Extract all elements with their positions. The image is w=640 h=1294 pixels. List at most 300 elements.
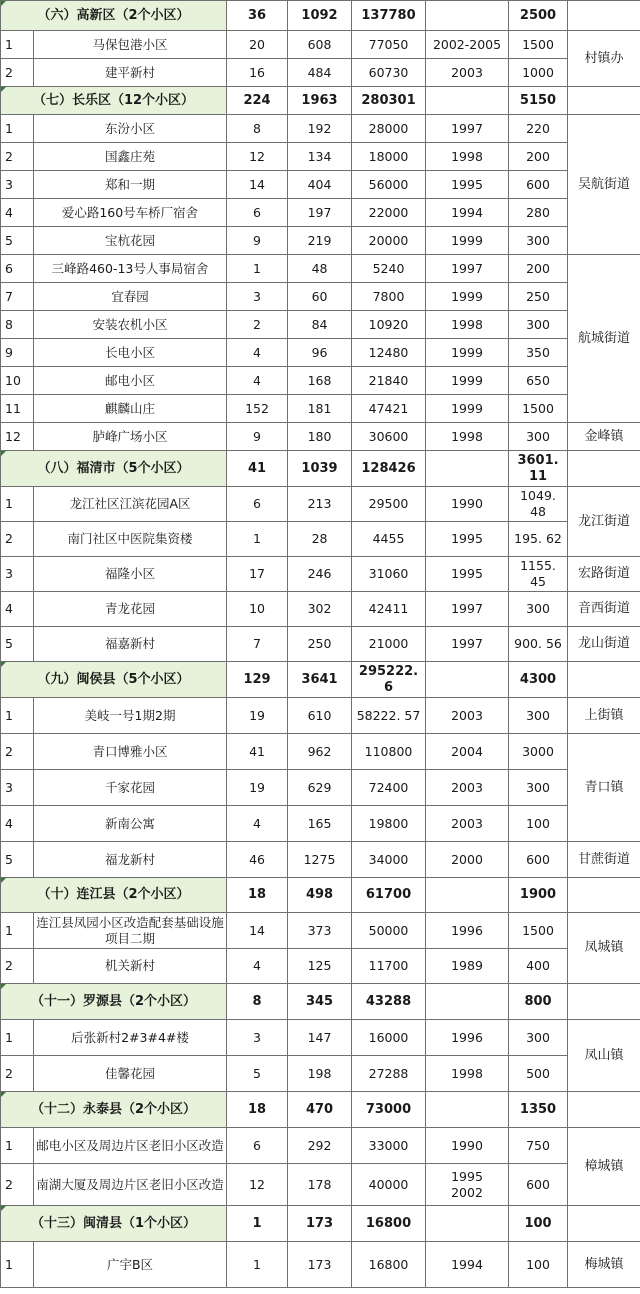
table-row xyxy=(1,806,640,842)
area-cell: 40000 xyxy=(352,1164,426,1206)
section-total-households: 224 xyxy=(227,87,288,115)
street-cell: 航城街道 xyxy=(568,255,640,423)
community-name: 龙江社区江滨花园A区 xyxy=(34,487,227,522)
community-name: 爱心路160号车桥厂宿舍 xyxy=(34,199,227,227)
year-cell: 2003 xyxy=(426,770,509,806)
table-row xyxy=(1,842,640,878)
buildings-cell: 302 xyxy=(288,592,352,627)
area-cell: 47421 xyxy=(352,395,426,423)
table-row xyxy=(1,227,640,255)
table-row xyxy=(1,522,640,557)
row-index: 1 xyxy=(1,1128,34,1164)
budget-cell: 220 xyxy=(509,115,568,143)
year-cell: 1995 xyxy=(426,557,509,592)
street-cell: 甘蔗街道 xyxy=(568,842,640,878)
section-street-blank xyxy=(568,1206,640,1242)
buildings-cell: 48 xyxy=(288,255,352,283)
row-index: 1 xyxy=(1,115,34,143)
buildings-cell: 608 xyxy=(288,31,352,59)
area-cell: 22000 xyxy=(352,199,426,227)
year-cell: 1995 2002 xyxy=(426,1164,509,1206)
community-name: 邮电小区及周边片区老旧小区改造 xyxy=(34,1128,227,1164)
table-row xyxy=(1,557,640,592)
area-cell: 29500 xyxy=(352,487,426,522)
households-cell: 5 xyxy=(227,1056,288,1092)
area-cell: 18000 xyxy=(352,143,426,171)
buildings-cell: 168 xyxy=(288,367,352,395)
section-total-area: 16800 xyxy=(352,1206,426,1242)
row-index: 11 xyxy=(1,395,34,423)
row-index: 2 xyxy=(1,59,34,87)
households-cell: 9 xyxy=(227,227,288,255)
section-header-row xyxy=(1,878,640,913)
section-total-years xyxy=(426,87,509,115)
year-cell: 1997 xyxy=(426,592,509,627)
buildings-cell: 181 xyxy=(288,395,352,423)
budget-cell: 200 xyxy=(509,143,568,171)
year-cell: 1998 xyxy=(426,1056,509,1092)
buildings-cell: 60 xyxy=(288,283,352,311)
section-total-households: 1 xyxy=(227,1206,288,1242)
street-cell: 龙江街道 xyxy=(568,487,640,557)
section-total-budget: 2500 xyxy=(509,1,568,31)
households-cell: 3 xyxy=(227,283,288,311)
section-total-households: 8 xyxy=(227,984,288,1020)
street-cell: 宏路街道 xyxy=(568,557,640,592)
row-index: 7 xyxy=(1,283,34,311)
row-index: 2 xyxy=(1,522,34,557)
community-name: 新南公寓 xyxy=(34,806,227,842)
table-row xyxy=(1,698,640,734)
year-cell: 1997 xyxy=(426,627,509,662)
row-index: 2 xyxy=(1,949,34,984)
area-cell: 21000 xyxy=(352,627,426,662)
section-total-households: 18 xyxy=(227,1092,288,1128)
row-index: 1 xyxy=(1,487,34,522)
community-name: 安装农机小区 xyxy=(34,311,227,339)
row-index: 1 xyxy=(1,913,34,949)
budget-cell: 195. 62 xyxy=(509,522,568,557)
year-cell: 1999 xyxy=(426,227,509,255)
area-cell: 20000 xyxy=(352,227,426,255)
area-cell: 56000 xyxy=(352,171,426,199)
community-name: 广宇B区 xyxy=(34,1242,227,1288)
section-title: （六）高新区（2个小区） xyxy=(1,1,227,31)
buildings-cell: 192 xyxy=(288,115,352,143)
area-cell: 50000 xyxy=(352,913,426,949)
community-name: 青龙花园 xyxy=(34,592,227,627)
budget-cell: 200 xyxy=(509,255,568,283)
section-title: （十）连江县（2个小区） xyxy=(1,878,227,913)
buildings-cell: 165 xyxy=(288,806,352,842)
buildings-cell: 292 xyxy=(288,1128,352,1164)
households-cell: 1 xyxy=(227,522,288,557)
street-cell: 凤山镇 xyxy=(568,1020,640,1092)
row-index: 3 xyxy=(1,171,34,199)
section-street-blank xyxy=(568,984,640,1020)
table-row xyxy=(1,734,640,770)
households-cell: 3 xyxy=(227,1020,288,1056)
table-row xyxy=(1,143,640,171)
budget-cell: 1500 xyxy=(509,395,568,423)
row-index: 5 xyxy=(1,227,34,255)
budget-cell: 100 xyxy=(509,806,568,842)
households-cell: 9 xyxy=(227,423,288,451)
row-index: 1 xyxy=(1,1242,34,1288)
table-row xyxy=(1,339,640,367)
section-total-households: 41 xyxy=(227,451,288,487)
budget-cell: 1500 xyxy=(509,913,568,949)
buildings-cell: 373 xyxy=(288,913,352,949)
budget-cell: 300 xyxy=(509,592,568,627)
year-cell: 2004 xyxy=(426,734,509,770)
households-cell: 46 xyxy=(227,842,288,878)
buildings-cell: 404 xyxy=(288,171,352,199)
year-cell: 1994 xyxy=(426,199,509,227)
community-name: 美岐一号1期2期 xyxy=(34,698,227,734)
section-total-buildings: 3641 xyxy=(288,662,352,698)
table-row xyxy=(1,31,640,59)
households-cell: 4 xyxy=(227,367,288,395)
area-cell: 34000 xyxy=(352,842,426,878)
section-title: （十三）闽清县（1个小区） xyxy=(1,1206,227,1242)
section-total-area: 295222. 6 xyxy=(352,662,426,698)
row-index: 6 xyxy=(1,255,34,283)
buildings-cell: 629 xyxy=(288,770,352,806)
section-title: （十二）永泰县（2个小区） xyxy=(1,1092,227,1128)
section-header-row xyxy=(1,662,640,698)
households-cell: 6 xyxy=(227,1128,288,1164)
section-total-budget: 1350 xyxy=(509,1092,568,1128)
households-cell: 10 xyxy=(227,592,288,627)
table-body xyxy=(1,1,640,1288)
row-index: 9 xyxy=(1,339,34,367)
community-name: 宜春园 xyxy=(34,283,227,311)
section-total-area: 137780 xyxy=(352,1,426,31)
table-row xyxy=(1,770,640,806)
table-row xyxy=(1,171,640,199)
row-index: 4 xyxy=(1,806,34,842)
year-cell: 1996 xyxy=(426,1020,509,1056)
row-index: 4 xyxy=(1,592,34,627)
budget-cell: 500 xyxy=(509,1056,568,1092)
community-name: 胪峰广场小区 xyxy=(34,423,227,451)
section-title: （十一）罗源县（2个小区） xyxy=(1,984,227,1020)
section-total-budget: 800 xyxy=(509,984,568,1020)
section-total-years xyxy=(426,1,509,31)
households-cell: 2 xyxy=(227,311,288,339)
community-name: 郑和一期 xyxy=(34,171,227,199)
year-cell: 1990 xyxy=(426,1128,509,1164)
year-cell: 1996 xyxy=(426,913,509,949)
street-cell: 村镇办 xyxy=(568,31,640,87)
area-cell: 21840 xyxy=(352,367,426,395)
section-street-blank xyxy=(568,662,640,698)
section-total-area: 43288 xyxy=(352,984,426,1020)
row-index: 3 xyxy=(1,557,34,592)
budget-cell: 300 xyxy=(509,227,568,255)
budget-cell: 300 xyxy=(509,698,568,734)
table-row xyxy=(1,283,640,311)
street-cell: 凤城镇 xyxy=(568,913,640,984)
community-name: 麒麟山庄 xyxy=(34,395,227,423)
year-cell: 1990 xyxy=(426,487,509,522)
area-cell: 58222. 57 xyxy=(352,698,426,734)
section-total-years xyxy=(426,1092,509,1128)
section-total-years xyxy=(426,451,509,487)
section-total-households: 36 xyxy=(227,1,288,31)
year-cell: 1995 xyxy=(426,171,509,199)
area-cell: 110800 xyxy=(352,734,426,770)
year-cell: 1999 xyxy=(426,339,509,367)
community-name: 宝杭花园 xyxy=(34,227,227,255)
budget-cell: 1049. 48 xyxy=(509,487,568,522)
buildings-cell: 246 xyxy=(288,557,352,592)
year-cell: 1997 xyxy=(426,255,509,283)
households-cell: 7 xyxy=(227,627,288,662)
community-name: 福龙新村 xyxy=(34,842,227,878)
budget-cell: 250 xyxy=(509,283,568,311)
table-row xyxy=(1,311,640,339)
budget-cell: 1500 xyxy=(509,31,568,59)
community-name: 南湖大厦及周边片区老旧小区改造 xyxy=(34,1164,227,1206)
area-cell: 10920 xyxy=(352,311,426,339)
section-total-buildings: 470 xyxy=(288,1092,352,1128)
households-cell: 16 xyxy=(227,59,288,87)
table-row xyxy=(1,913,640,949)
section-header-row xyxy=(1,1,640,31)
buildings-cell: 96 xyxy=(288,339,352,367)
area-cell: 60730 xyxy=(352,59,426,87)
community-name: 青口博雅小区 xyxy=(34,734,227,770)
year-cell: 1994 xyxy=(426,1242,509,1288)
table-row xyxy=(1,627,640,662)
section-total-years xyxy=(426,878,509,913)
row-index: 5 xyxy=(1,842,34,878)
households-cell: 6 xyxy=(227,487,288,522)
year-cell: 1998 xyxy=(426,311,509,339)
households-cell: 19 xyxy=(227,770,288,806)
section-total-budget: 3601. 11 xyxy=(509,451,568,487)
households-cell: 1 xyxy=(227,1242,288,1288)
section-street-blank xyxy=(568,1092,640,1128)
community-name: 东汾小区 xyxy=(34,115,227,143)
section-total-buildings: 173 xyxy=(288,1206,352,1242)
row-index: 1 xyxy=(1,1020,34,1056)
area-cell: 31060 xyxy=(352,557,426,592)
year-cell: 1998 xyxy=(426,423,509,451)
community-name: 邮电小区 xyxy=(34,367,227,395)
budget-cell: 750 xyxy=(509,1128,568,1164)
buildings-cell: 484 xyxy=(288,59,352,87)
row-index: 4 xyxy=(1,199,34,227)
year-cell: 1999 xyxy=(426,283,509,311)
households-cell: 12 xyxy=(227,1164,288,1206)
buildings-cell: 962 xyxy=(288,734,352,770)
area-cell: 77050 xyxy=(352,31,426,59)
row-index: 1 xyxy=(1,698,34,734)
section-total-buildings: 1963 xyxy=(288,87,352,115)
buildings-cell: 1275 xyxy=(288,842,352,878)
section-street-blank xyxy=(568,878,640,913)
budget-cell: 3000 xyxy=(509,734,568,770)
section-title: （八）福清市（5个小区） xyxy=(1,451,227,487)
area-cell: 72400 xyxy=(352,770,426,806)
buildings-cell: 197 xyxy=(288,199,352,227)
table-row xyxy=(1,395,640,423)
section-street-blank xyxy=(568,1,640,31)
community-name: 建平新村 xyxy=(34,59,227,87)
table-row xyxy=(1,1128,640,1164)
households-cell: 14 xyxy=(227,171,288,199)
section-header-row xyxy=(1,984,640,1020)
table-row xyxy=(1,949,640,984)
section-total-budget: 100 xyxy=(509,1206,568,1242)
area-cell: 28000 xyxy=(352,115,426,143)
table-row xyxy=(1,487,640,522)
area-cell: 12480 xyxy=(352,339,426,367)
year-cell: 1997 xyxy=(426,115,509,143)
street-cell: 樟城镇 xyxy=(568,1128,640,1206)
year-cell: 1998 xyxy=(426,143,509,171)
households-cell: 6 xyxy=(227,199,288,227)
community-name: 国鑫庄苑 xyxy=(34,143,227,171)
community-name: 福嘉新村 xyxy=(34,627,227,662)
year-cell: 1999 xyxy=(426,395,509,423)
area-cell: 5240 xyxy=(352,255,426,283)
street-cell: 梅城镇 xyxy=(568,1242,640,1288)
year-cell: 2002-2005 xyxy=(426,31,509,59)
section-total-households: 18 xyxy=(227,878,288,913)
year-cell: 1999 xyxy=(426,367,509,395)
row-index: 5 xyxy=(1,627,34,662)
budget-cell: 300 xyxy=(509,423,568,451)
budget-cell: 1155. 45 xyxy=(509,557,568,592)
section-total-buildings: 1092 xyxy=(288,1,352,31)
table-row xyxy=(1,367,640,395)
table-row xyxy=(1,59,640,87)
buildings-cell: 250 xyxy=(288,627,352,662)
section-total-years xyxy=(426,1206,509,1242)
table-row xyxy=(1,255,640,283)
section-street-blank xyxy=(568,87,640,115)
year-cell: 2003 xyxy=(426,806,509,842)
buildings-cell: 28 xyxy=(288,522,352,557)
row-index: 3 xyxy=(1,770,34,806)
table-row xyxy=(1,592,640,627)
section-total-area: 73000 xyxy=(352,1092,426,1128)
households-cell: 4 xyxy=(227,339,288,367)
area-cell: 19800 xyxy=(352,806,426,842)
area-cell: 4455 xyxy=(352,522,426,557)
households-cell: 4 xyxy=(227,949,288,984)
budget-cell: 300 xyxy=(509,1020,568,1056)
table-row xyxy=(1,1056,640,1092)
buildings-cell: 173 xyxy=(288,1242,352,1288)
section-total-buildings: 1039 xyxy=(288,451,352,487)
table-row xyxy=(1,1020,640,1056)
area-cell: 27288 xyxy=(352,1056,426,1092)
buildings-cell: 125 xyxy=(288,949,352,984)
community-name: 福隆小区 xyxy=(34,557,227,592)
budget-cell: 100 xyxy=(509,1242,568,1288)
section-total-budget: 1900 xyxy=(509,878,568,913)
year-cell: 2003 xyxy=(426,59,509,87)
table-row xyxy=(1,115,640,143)
budget-cell: 600 xyxy=(509,171,568,199)
buildings-cell: 198 xyxy=(288,1056,352,1092)
street-cell: 音西街道 xyxy=(568,592,640,627)
section-header-row xyxy=(1,451,640,487)
section-total-area: 61700 xyxy=(352,878,426,913)
row-index: 2 xyxy=(1,143,34,171)
buildings-cell: 610 xyxy=(288,698,352,734)
households-cell: 41 xyxy=(227,734,288,770)
budget-cell: 400 xyxy=(509,949,568,984)
buildings-cell: 84 xyxy=(288,311,352,339)
budget-cell: 300 xyxy=(509,311,568,339)
section-total-budget: 5150 xyxy=(509,87,568,115)
community-name: 佳馨花园 xyxy=(34,1056,227,1092)
section-total-buildings: 498 xyxy=(288,878,352,913)
row-index: 1 xyxy=(1,31,34,59)
budget-cell: 600 xyxy=(509,1164,568,1206)
community-name: 三峰路460-13号人事局宿舍 xyxy=(34,255,227,283)
street-cell: 青口镇 xyxy=(568,734,640,842)
households-cell: 8 xyxy=(227,115,288,143)
buildings-cell: 180 xyxy=(288,423,352,451)
budget-cell: 350 xyxy=(509,339,568,367)
area-cell: 11700 xyxy=(352,949,426,984)
street-cell: 上街镇 xyxy=(568,698,640,734)
year-cell: 2003 xyxy=(426,698,509,734)
households-cell: 4 xyxy=(227,806,288,842)
budget-cell: 1000 xyxy=(509,59,568,87)
budget-cell: 650 xyxy=(509,367,568,395)
section-header-row xyxy=(1,87,640,115)
year-cell: 2000 xyxy=(426,842,509,878)
section-title: （七）长乐区（12个小区） xyxy=(1,87,227,115)
section-total-area: 128426 xyxy=(352,451,426,487)
street-cell: 龙山街道 xyxy=(568,627,640,662)
community-name: 连江县凤园小区改造配套基础设施项目二期 xyxy=(34,913,227,949)
section-header-row xyxy=(1,1206,640,1242)
community-name: 马保包港小区 xyxy=(34,31,227,59)
row-index: 8 xyxy=(1,311,34,339)
year-cell: 1989 xyxy=(426,949,509,984)
buildings-cell: 178 xyxy=(288,1164,352,1206)
table-row xyxy=(1,1164,640,1206)
section-header-row xyxy=(1,1092,640,1128)
section-total-years xyxy=(426,984,509,1020)
area-cell: 7800 xyxy=(352,283,426,311)
community-name: 千家花园 xyxy=(34,770,227,806)
households-cell: 20 xyxy=(227,31,288,59)
buildings-cell: 134 xyxy=(288,143,352,171)
table-row xyxy=(1,423,640,451)
households-cell: 1 xyxy=(227,255,288,283)
area-cell: 16000 xyxy=(352,1020,426,1056)
section-total-households: 129 xyxy=(227,662,288,698)
budget-cell: 280 xyxy=(509,199,568,227)
area-cell: 30600 xyxy=(352,423,426,451)
community-name: 机关新村 xyxy=(34,949,227,984)
row-index: 2 xyxy=(1,734,34,770)
households-cell: 14 xyxy=(227,913,288,949)
budget-cell: 600 xyxy=(509,842,568,878)
row-index: 2 xyxy=(1,1056,34,1092)
row-index: 10 xyxy=(1,367,34,395)
